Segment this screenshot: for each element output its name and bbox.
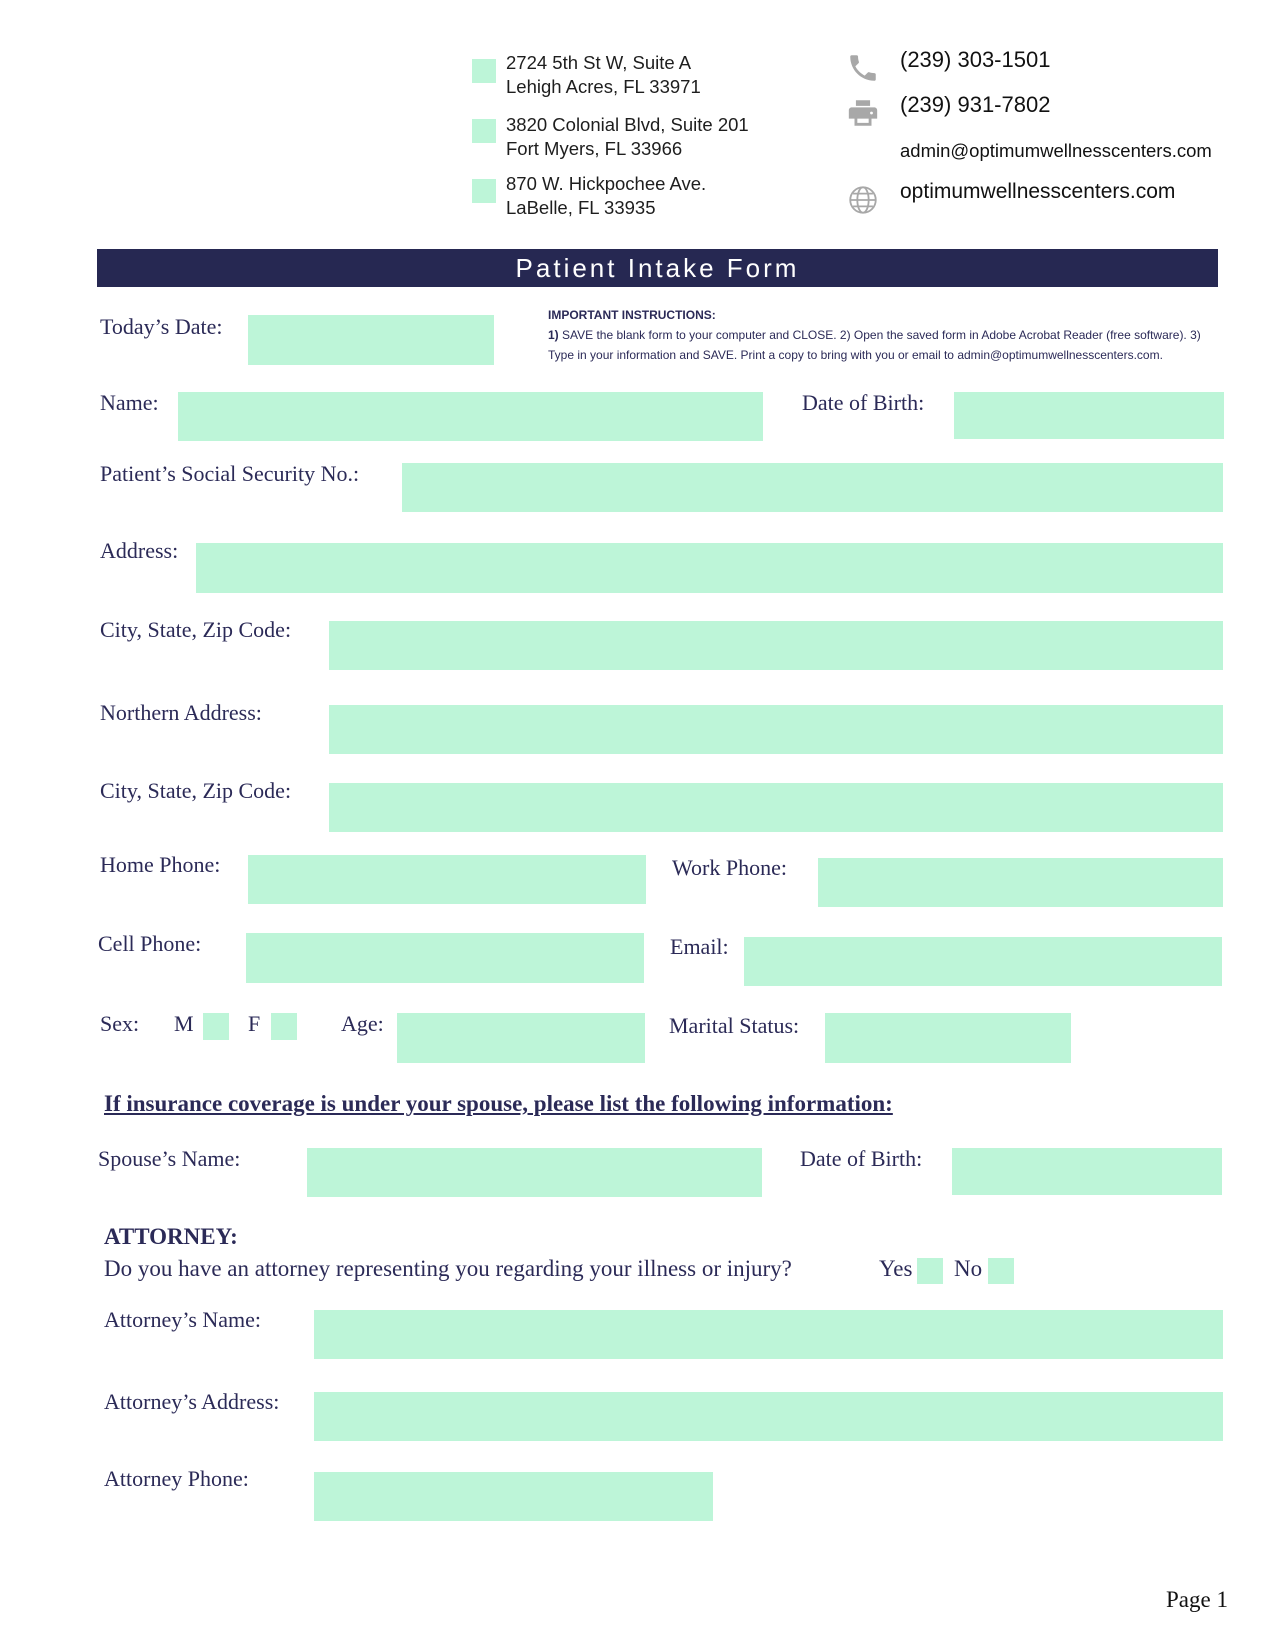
location-checkbox-labelle[interactable] <box>472 179 496 203</box>
sex-label: Sex: <box>100 1011 140 1036</box>
age-label: Age: <box>341 1011 384 1036</box>
address-label: Address: <box>100 538 179 563</box>
location-line1: 3820 Colonial Blvd, Suite 201 <box>506 114 749 135</box>
city-state-zip-label: City, State, Zip Code: <box>100 617 292 642</box>
work-phone-label: Work Phone: <box>672 855 787 880</box>
dob-label: Date of Birth: <box>802 390 925 415</box>
attorney-name-label: Attorney’s Name: <box>104 1307 262 1332</box>
location-fort-myers <box>506 113 749 161</box>
location-line2: Fort Myers, FL 33966 <box>506 138 683 159</box>
sex-f-checkbox[interactable] <box>271 1013 297 1040</box>
sex-f-label: F <box>248 1011 261 1036</box>
attorney-heading: ATTORNEY: <box>104 1224 238 1249</box>
spouse-name-field[interactable] <box>307 1148 762 1197</box>
northern-city-state-zip-label: City, State, Zip Code: <box>100 778 292 803</box>
phone-number: (239) 303-1501 <box>900 47 1051 72</box>
attorney-no-label: No <box>954 1256 983 1281</box>
attorney-address-field[interactable] <box>314 1392 1223 1441</box>
location-line1: 870 W. Hickpochee Ave. <box>506 173 707 194</box>
marital-status-label: Marital Status: <box>669 1013 800 1038</box>
phone-icon <box>846 51 880 85</box>
sex-m-label: M <box>174 1011 194 1036</box>
location-line1: 2724 5th St W, Suite A <box>506 52 692 73</box>
work-phone-field[interactable] <box>818 858 1223 907</box>
attorney-phone-label: Attorney Phone: <box>104 1466 249 1491</box>
name-field[interactable] <box>178 392 763 441</box>
spouse-section-heading: If insurance coverage is under your spouse, please list the following information: <box>104 1091 893 1116</box>
spouse-dob-field[interactable] <box>952 1148 1222 1195</box>
name-label: Name: <box>100 390 159 415</box>
attorney-yes-checkbox[interactable] <box>917 1258 943 1284</box>
email-field[interactable] <box>744 937 1222 986</box>
attorney-question: Do you have an attorney representing you regarding your illness or injury? <box>104 1256 792 1281</box>
todays-date-label: Today’s Date: <box>100 314 223 339</box>
attorney-no-checkbox[interactable] <box>988 1258 1014 1284</box>
todays-date-field[interactable] <box>248 315 494 365</box>
home-phone-label: Home Phone: <box>100 852 221 877</box>
location-labelle <box>506 172 706 220</box>
city-state-zip-field[interactable] <box>329 621 1223 670</box>
ssn-label: Patient’s Social Security No.: <box>100 461 360 486</box>
location-line2: LaBelle, FL 33935 <box>506 197 656 218</box>
contact-email: admin@optimumwellnesscenters.com <box>900 140 1212 161</box>
fax-icon <box>846 96 880 130</box>
instructions-text: SAVE the blank form to your computer and CLOSE. 2) Open the saved form in Adobe Acrobat Reader (free software). 3) Type in your information and SAVE. Print a copy to bring with you or email to admin@optimumwellnesscenters.com. <box>548 328 1201 362</box>
website: optimumwellnesscenters.com <box>900 180 1176 203</box>
northern-city-state-zip-field[interactable] <box>329 783 1223 832</box>
cell-phone-label: Cell Phone: <box>98 931 202 956</box>
attorney-name-field[interactable] <box>314 1310 1223 1359</box>
email-label: Email: <box>670 934 729 959</box>
page-number: Page 1 <box>1166 1587 1228 1612</box>
globe-icon <box>846 183 880 217</box>
home-phone-field[interactable] <box>248 855 646 904</box>
northern-address-field[interactable] <box>329 705 1223 754</box>
ssn-field[interactable] <box>402 463 1223 512</box>
cell-phone-field[interactable] <box>246 933 644 983</box>
age-field[interactable] <box>397 1013 645 1063</box>
attorney-address-label: Attorney’s Address: <box>104 1389 280 1414</box>
northern-address-label: Northern Address: <box>100 700 262 725</box>
instructions <box>548 305 1218 365</box>
form-title: Patient Intake Form <box>97 249 1218 287</box>
address-field[interactable] <box>196 543 1223 593</box>
location-lehigh <box>506 51 701 99</box>
marital-status-field[interactable] <box>825 1013 1071 1063</box>
location-checkbox-fort-myers[interactable] <box>472 119 496 143</box>
fax-number: (239) 931-7802 <box>900 92 1051 117</box>
sex-m-checkbox[interactable] <box>203 1013 229 1040</box>
instructions-title: IMPORTANT INSTRUCTIONS: <box>548 308 716 322</box>
attorney-phone-field[interactable] <box>314 1472 713 1521</box>
instructions-step-number: 1) <box>548 328 559 342</box>
dob-field[interactable] <box>954 392 1224 439</box>
location-line2: Lehigh Acres, FL 33971 <box>506 76 701 97</box>
location-checkbox-lehigh[interactable] <box>472 59 496 83</box>
spouse-dob-label: Date of Birth: <box>800 1146 923 1171</box>
attorney-yes-label: Yes <box>879 1256 913 1281</box>
spouse-name-label: Spouse’s Name: <box>98 1146 241 1171</box>
